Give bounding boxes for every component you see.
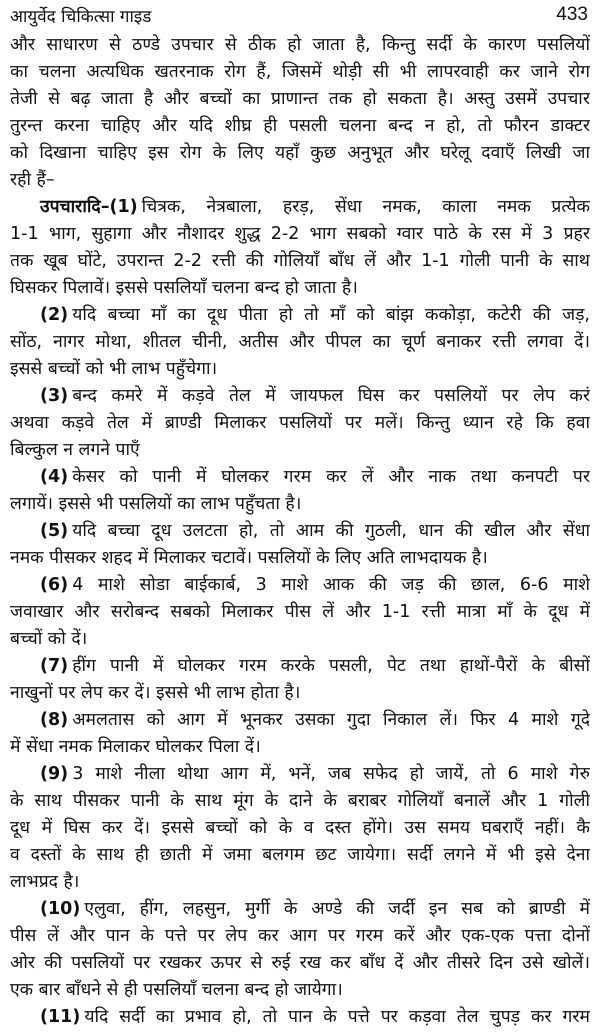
remedy-number: उपचारादि–(1) — [40, 197, 138, 217]
line-text: रही हैं– — [10, 170, 55, 190]
line-text: ओर की पसलियों पर रखकर ऊपर से रुई रख कर बाँध दें और तीसरे दिन उसे खोलें। — [10, 953, 590, 973]
remedy-number: (9) — [40, 764, 69, 784]
text-line — [10, 356, 590, 383]
line-text: में सेंधा नमक मिलाकर घोलकर पिला दें। — [10, 737, 261, 757]
text-line — [10, 302, 590, 329]
line-text: व दस्तों के साथ ही छाती में जमा बलगम छट जायेगा। सर्दी लगने में भी इसे देना — [10, 845, 590, 865]
line-text: को दिखाना चाहिए इस रोग के लिए यहाँ कुछ अनुभूत और घरेलू दवाएँ लिखी जा — [10, 143, 590, 163]
text-line — [10, 761, 590, 788]
line-text: और साधारण से ठण्डे उपचार से ठीक हो जाता है, किन्तु सर्दी के कारण पसलियों — [10, 35, 590, 55]
line-text: एक बार बाँधने से ही पसलियाँ चलना बन्द हो जायेगा। — [10, 980, 343, 1000]
line-text: 3 माशे नीला थोथा आग में, भनें, जब सफेद हो जायें, तो 6 माशे गेरु — [72, 764, 590, 784]
text-line — [10, 437, 590, 464]
line-text: इससे बच्चों को भी लाभ पहुँचेगा। — [10, 359, 218, 379]
text-line — [10, 734, 590, 761]
line-text: 1-1 भाग, सुहागा और नौशादर शुद्ध 2-2 भाग सबको ग्वार पाठे के रस में 3 प्रहर — [10, 224, 590, 244]
line-text: घिसकर पिलावें। इससे पसलियाँ चलना बन्द हो जाता है। — [10, 278, 358, 298]
remedy-number: (3) — [40, 386, 69, 406]
text-line — [10, 977, 590, 1004]
line-text: बच्चों को दें। — [10, 629, 88, 649]
text-line — [10, 869, 590, 896]
line-text: एलुवा, हींग, लहसुन, मुर्गी के अण्डे की जर्दी इन सब को ब्राण्डी में — [84, 899, 590, 919]
line-text: दूध में घिस कर दें। इससे बच्चों को के व दस्त होंगे। उस समय घबराएँ नहीं। कै — [10, 818, 590, 838]
text-line — [10, 923, 590, 950]
text-line — [10, 518, 590, 545]
text-line — [10, 221, 590, 248]
text-line — [10, 113, 590, 140]
remedy-number: (7) — [40, 656, 69, 676]
text-line — [10, 167, 590, 194]
remedy-number: (8) — [40, 710, 69, 730]
text-line — [10, 383, 590, 410]
line-text: पीस लें और पान के पत्ते पर लेप कर आग पर गरम करें और एक-एक पत्ता दोनों — [10, 926, 590, 946]
remedy-number: (2) — [40, 305, 69, 325]
text-line — [10, 140, 590, 167]
line-text: तुरन्त करना चाहिए और यदि शीघ्र ही पसली चलना बन्द न हो, तो फौरन डाक्टर — [10, 116, 590, 136]
page-body — [10, 32, 590, 1031]
line-text: यदि बच्चा माँ का दूध पीता हो तो माँ को बांझ ककोड़ा, कटेरी की जड़, — [72, 305, 590, 325]
remedy-number: (4) — [40, 467, 69, 487]
text-line — [10, 815, 590, 842]
text-line — [10, 788, 590, 815]
line-text: अमलतास को आग में भूनकर उसका गुदा निकाल लें। फिर 4 माशे गूदे — [72, 710, 590, 730]
text-line — [10, 545, 590, 572]
text-line — [10, 86, 590, 113]
remedy-number: (6) — [40, 575, 69, 595]
running-header — [10, 2, 588, 28]
text-line — [10, 32, 590, 59]
line-text: यदि सर्दी का प्रभाव हो, तो पान के पत्ते पर कड़वा तेल चुपड़ कर गरम — [84, 1007, 590, 1027]
line-text: तेजी से बढ़ जाता है और बच्चों का प्राणान्त तक हो सकता है। अस्तु उसमें उपचार — [10, 89, 590, 109]
line-text: 4 माशे सोडा बाईकार्ब, 3 माशे आक की जड़ की छाल, 6-6 माशे — [72, 575, 590, 595]
line-text: यदि बच्चा दूध उलटता हो, तो आम की गुठली, धान की खील और सेंधा — [72, 521, 590, 541]
line-text: बन्द कमरे में कड़वे तेल में जायफल घिस कर पसलियों पर लेप करं — [72, 386, 590, 406]
book-title: आयुर्वेद चिकित्सा गाइड — [10, 6, 152, 27]
text-line — [10, 599, 590, 626]
text-line — [10, 626, 590, 653]
remedy-number: (5) — [40, 521, 69, 541]
text-line — [10, 680, 590, 707]
line-text: नमक पीसकर शहद में मिलाकर चटावें। पसलियों के लिए अति लाभदायक है। — [10, 548, 488, 568]
text-line — [10, 707, 590, 734]
line-text: हींग पानी में घोलकर गरम करके पसली, पेट तथा हाथों-पैरों के बीसों — [72, 656, 590, 676]
remedy-number: (11) — [40, 1007, 81, 1027]
text-line — [10, 572, 590, 599]
line-text: अथवा कड़वे तेल में ब्राण्डी मिलाकर पसलियों पर मलें। किन्तु ध्यान रहे कि हवा — [10, 413, 590, 433]
text-line — [10, 1004, 590, 1031]
text-line — [10, 248, 590, 275]
line-text: का चलना अत्यधिक खतरनाक रोग हैं, जिसमें थोड़ी सी भी लापरवाही कर जाने रोग — [10, 62, 590, 82]
line-text: केसर को पानी में घोलकर गरम कर लें और नाक तथा कनपटी पर — [72, 467, 590, 487]
line-text: सोंठ, नागर मोथा, शीतल चीनी, अतीस और पीपल का चूर्ण बनाकर रत्ती लगवा दें। — [10, 332, 590, 352]
text-line — [10, 329, 590, 356]
line-text: जवाखार और सरोबन्द सबको मिलाकर पीस लें और 1-1 रत्ती मात्रा माँ के दूध में — [10, 602, 590, 622]
text-line — [10, 194, 590, 221]
line-text: तक खूब घोंटे, उपरान्त 2-2 रत्ती की गोलियाँ बाँध लें और 1-1 गोली पानी के साथ — [10, 251, 590, 271]
text-line — [10, 491, 590, 518]
line-text: नाखुनों पर लेप कर दें। इससे भी लाभ होता है। — [10, 683, 301, 703]
text-line — [10, 59, 590, 86]
line-text: लगायें। इससे भी पसलियों का लाभ पहुँचता है। — [10, 494, 302, 514]
text-line — [10, 464, 590, 491]
remedy-number: (10) — [40, 899, 81, 919]
text-line — [10, 275, 590, 302]
text-line — [10, 653, 590, 680]
text-line — [10, 896, 590, 923]
text-line — [10, 950, 590, 977]
text-line — [10, 842, 590, 869]
line-text: चित्रक, नेत्रबाला, हरड़, सेंधा नमक, काला नमक प्रत्येक — [141, 197, 590, 217]
line-text: बिल्कुल न लगने पाएँ — [10, 440, 140, 460]
page-number: 433 — [556, 4, 588, 25]
text-line — [10, 410, 590, 437]
line-text: के साथ पीसकर पानी के साथ मूंग के दाने के बराबर गोलियाँ बनालें और 1 गोली — [10, 791, 590, 811]
line-text: लाभप्रद है। — [10, 872, 80, 892]
